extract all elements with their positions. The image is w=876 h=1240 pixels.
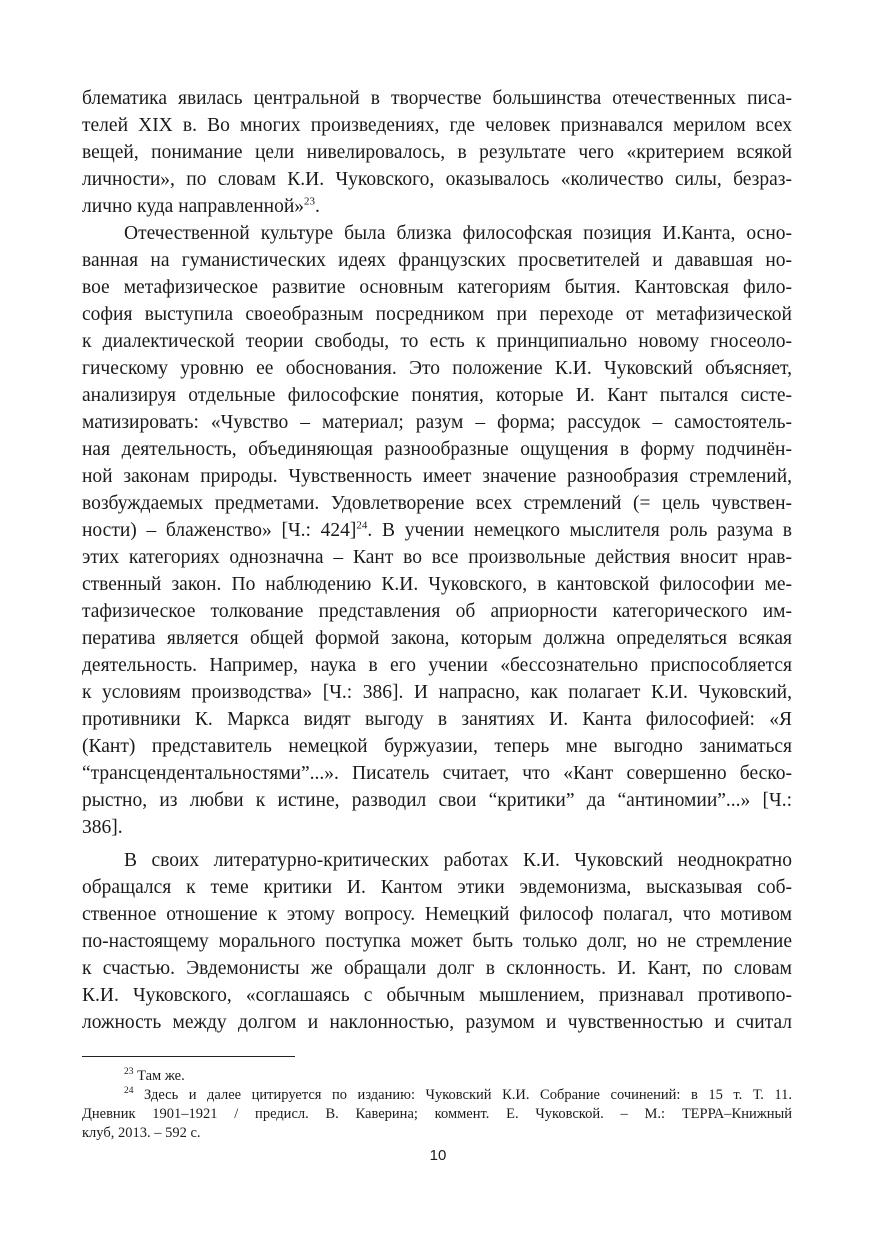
body-line: ложность между долгом и наклонностью, разумом и чувственностью и считал [82,1012,792,1033]
body-line: вещей, понимание цели нивелировалось, в результате чего «критерием всякой [82,142,792,163]
body-line: противники К. Маркса видят выгоду в занятиях И. Канта философией: «Я [82,709,792,730]
body-line: к условиям производства» [Ч.: 386]. И напрасно, как полагает К.И. Чуковский, [82,682,792,703]
body-line [82,517,792,544]
body-line: матизировать: «Чувство – материал; разум – форма; рассудок – самостоятель- [82,412,792,433]
body-line: деятельность. Например, наука в его учении «бессознательно приспособляется [82,655,792,676]
body-line: блематика явилась центральной в творчестве большинства отечественных писа- [82,88,792,109]
body-line: обращался к теме критики И. Кантом этики эвдемонизма, высказывая соб- [82,877,792,898]
body-line: софия выступила своеобразным посредником при переходе от метафизической [82,304,792,325]
body-line: этих категориях однозначна – Кант во все произвольные действия вносит нрав- [82,547,792,568]
body-line: ванная на гуманистических идеях французских просветителей и дававшая но- [82,250,792,271]
body-line: вое метафизическое развитие основным категориям бытия. Кантовская фило- [82,277,792,298]
footnote-number: 23 [124,1067,134,1078]
body-line: ная деятельность, объединяющая разнообразные ощущения в форму подчинён- [82,439,792,460]
body-line: ператива является общей формой закона, которым должна определяться всякая [82,628,792,649]
body-line: к счастью. Эвдемонисты же обращали долг в склонность. И. Кант, по словам [82,958,792,979]
body-line: 386]. [82,817,123,838]
body-line: В своих литературно-критических работах К.И. Чуковский неоднократно [124,850,792,871]
body-line: тафизическое толкование представления об априорности категорического им- [82,601,792,622]
body-line: К.И. Чуковского, «соглашаясь с обычным мышлением, признавал противопо- [82,985,792,1006]
footnote-text: Там же. [133,1068,185,1084]
footnote-line: Дневник 1901–1921 / предисл. В. Каверина; коммент. Е. Чуковской. – М.: ТЕРРА–Книжный [82,1106,792,1122]
body-line: телей XIX в. Во многих произведениях, где человек признавался мерилом всех [82,115,792,136]
footnote-number: 24 [124,1086,134,1097]
body-line: анализируя отдельные философские понятия, которые И. Кант пытался систе- [82,385,792,406]
body-line: ственное отношение к этому вопросу. Немецкий философ полагал, что мотивом [82,904,792,925]
body-line: “трансцендентальностями”...». Писатель считает, что «Кант совершенно беско- [82,763,792,784]
body-line: гическому уровню ее обоснования. Это положение К.И. Чуковский объясняет, [82,358,792,379]
body-line: рыстно, из любви к истине, разводил свои “критики” да “антиномии”...» [Ч.: [82,790,792,811]
footnote-line: клуб, 2013. – 592 с. [82,1125,201,1141]
body-line: по-настоящему морального поступка может быть только долг, но не стремление [82,931,792,952]
footnote-ref-23[interactable]: 23 [304,195,316,208]
body-line: ственный закон. По наблюдению К.И. Чуковского, в кантовской философии ме- [82,574,792,595]
body-line: к диалектической теории свободы, то есть к принципиально новому гносеоло- [82,331,792,352]
body-text: лично куда направленной» [82,196,305,217]
body-line: личности», по словам К.И. Чуковского, оказывалось «количество силы, безраз- [82,169,792,190]
footnote-23 [124,1067,792,1086]
body-line: возбуждаемых предметами. Удовлетворение всех стремлений (= цель чувствен- [82,493,792,514]
footnote-separator [82,1056,295,1057]
body-line: (Кант) представитель немецкой буржуазии, теперь мне выгодно заниматься [82,736,792,757]
body-line: ной законам природы. Чувственность имеет значение разнообразия стремлений, [82,466,792,487]
footnote-text: Здесь и далее цитируется по изданию: Чуковский К.И. Собрание сочинений: в 15 т. Т. 11. [133,1087,792,1103]
page-number: 10 [429,1147,447,1164]
body-text: . [315,196,320,217]
body-line: Отечественной культуре была близка философская позиция И.Канта, осно- [124,223,792,244]
body-text: . В учении немецкого мыслителя роль разума в [367,520,793,541]
body-line [82,193,792,220]
footnote-ref-24[interactable]: 24 [356,519,368,532]
body-text: ности) – блаженство» [Ч.: 424] [82,520,357,541]
footnote-24 [124,1086,792,1105]
